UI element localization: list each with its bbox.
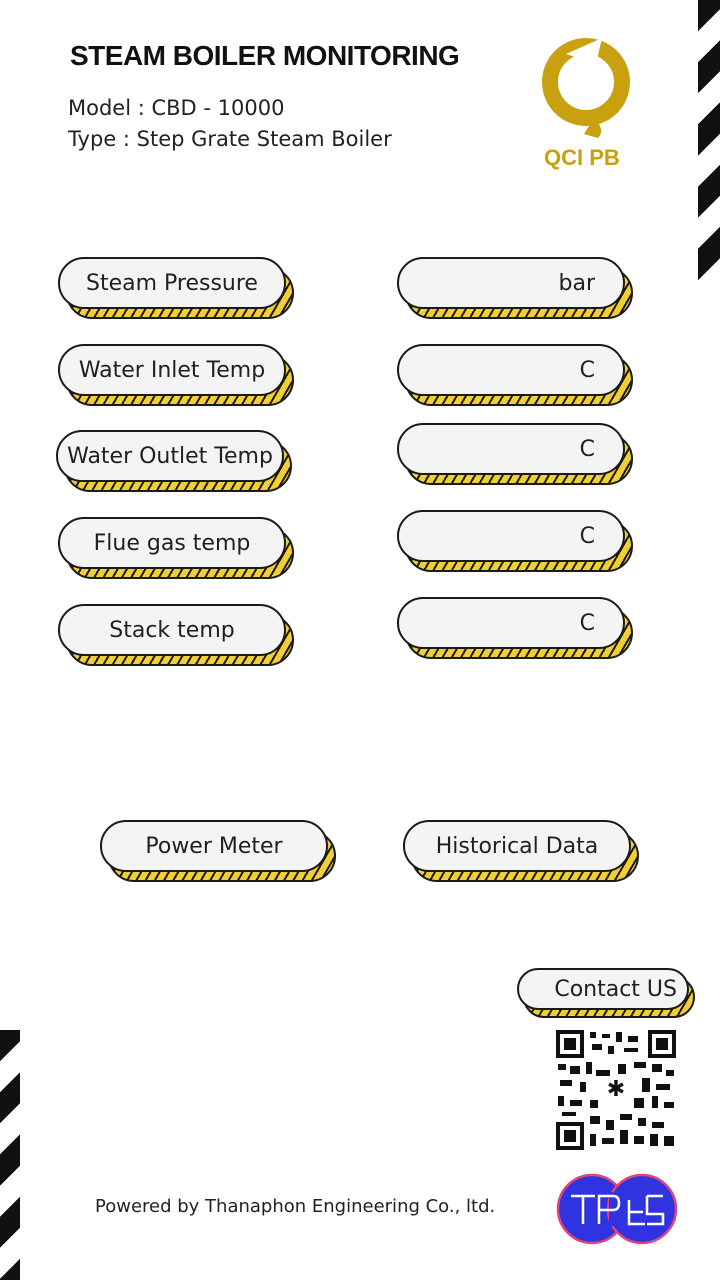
hazard-stripe-left (0, 1030, 20, 1280)
qr-code-icon[interactable] (556, 1030, 676, 1150)
power-meter-button[interactable] (100, 820, 328, 872)
company-logo-icon (555, 1172, 679, 1246)
steam-pressure-unit: bar (397, 257, 625, 309)
power-meter-button-label: Power Meter (100, 820, 328, 872)
steam-pressure-label-text: Steam Pressure (58, 257, 286, 309)
water-outlet-temp-value (397, 423, 625, 475)
model-text: Model : CBD - 10000 (68, 96, 285, 120)
contact-us-button[interactable] (517, 968, 689, 1010)
historical-data-button-label: Historical Data (403, 820, 631, 872)
stack-temp-unit: C (397, 597, 625, 649)
type-text: Type : Step Grate Steam Boiler (68, 127, 392, 151)
water-inlet-temp-label-text: Water Inlet Temp (58, 344, 286, 396)
brand-logo-text: QCI PB (544, 145, 620, 170)
stack-temp-label (58, 604, 286, 656)
powered-by-text: Powered by Thanaphon Engineering Co., ltd. (95, 1196, 496, 1217)
flue-gas-temp-unit: C (397, 510, 625, 562)
water-outlet-temp-label-text: Water Outlet Temp (56, 430, 284, 482)
water-outlet-temp-unit: C (397, 423, 625, 475)
page-title: STEAM BOILER MONITORING (70, 40, 460, 71)
water-inlet-temp-value (397, 344, 625, 396)
water-inlet-temp-label (58, 344, 286, 396)
water-outlet-temp-label (56, 430, 284, 482)
steam-pressure-value (397, 257, 625, 309)
steam-pressure-label (58, 257, 286, 309)
stack-temp-value (397, 597, 625, 649)
flue-gas-temp-value (397, 510, 625, 562)
historical-data-button[interactable] (403, 820, 631, 872)
flue-gas-temp-label (58, 517, 286, 569)
svg-text:✱: ✱ (606, 1077, 626, 1102)
hazard-stripe-right (698, 0, 720, 280)
flue-gas-temp-label-text: Flue gas temp (58, 517, 286, 569)
water-inlet-temp-unit: C (397, 344, 625, 396)
stack-temp-label-text: Stack temp (58, 604, 286, 656)
contact-us-button-label: Contact US (517, 968, 689, 1010)
